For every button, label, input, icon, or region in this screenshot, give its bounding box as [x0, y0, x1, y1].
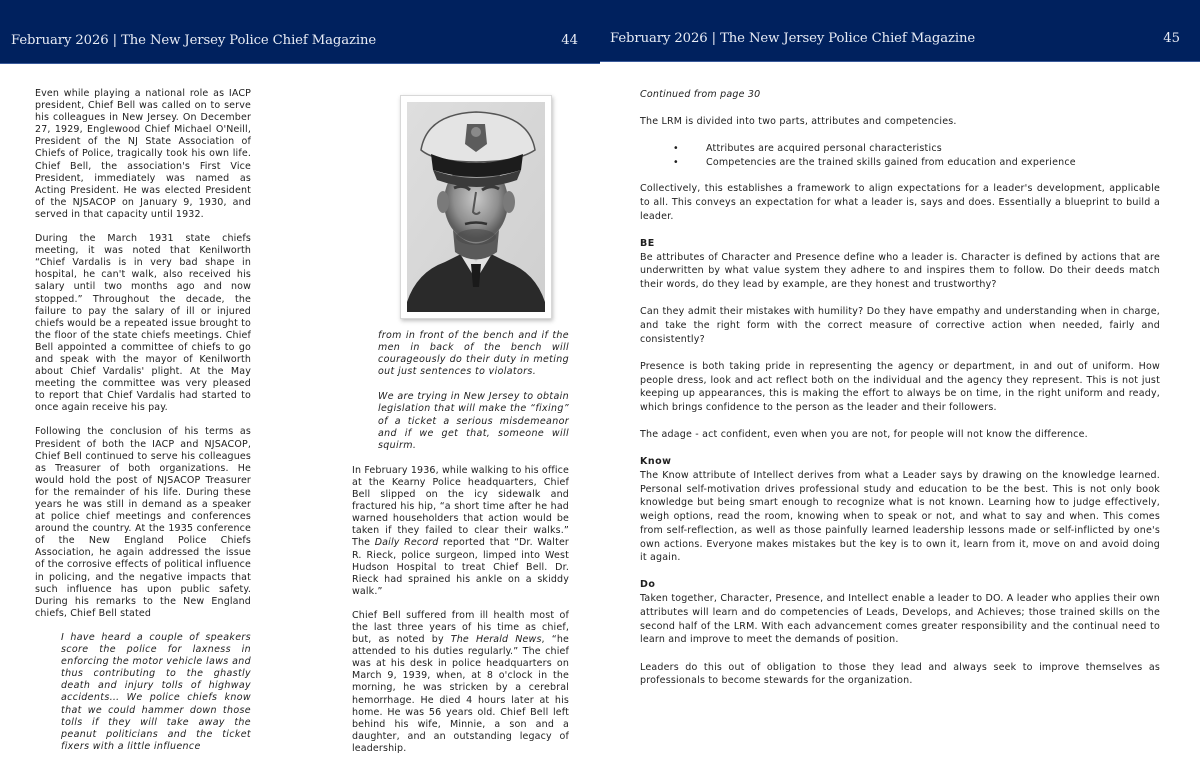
section-be — [640, 237, 1160, 292]
paragraph: The adage - act confident, even when you are not, for people will not know the difference. — [640, 429, 1088, 441]
section-heading: BE — [640, 237, 655, 249]
publication-name: Daily Record — [374, 537, 439, 549]
paragraph-text: reported that “Dr. Walter R. Rieck, police surgeon, limped into West Hudson Hospital to treat Chief Bell. Dr. Rieck had sprained his ankle on a skiddy walk.” — [352, 537, 569, 597]
paragraph: Can they admit their mistakes with humility? Do they have empathy and understanding when in charge, and take the right form with the correct measure of corrective action when needed, fairly and consistently? — [640, 306, 1160, 345]
continued-note: Continued from page 30 — [640, 89, 761, 100]
list-item-text: Attributes are acquired personal characteristics — [706, 142, 942, 154]
chief-bell-photo — [400, 95, 552, 319]
article-column-1 — [35, 88, 251, 765]
intro-paragraph: The LRM is divided into two parts, attributes and competencies. — [640, 115, 957, 127]
header-title: February 2026 | The New Jersey Police Chief Magazine — [11, 33, 377, 48]
page-number: 45 — [1163, 31, 1180, 46]
portrait-image — [407, 102, 545, 312]
paragraph: The Know attribute of Intellect derives from what a Leader says by drawing on the knowledge learned. Personal self-motivation drives professional study and education to be the best. This is not only book knowledge but being smart enough to recognize what is not known. Learning how to judge effectively, weigh options, read the room, knowing when to speak or not, and what to say and when. This comes from self-reflection, as well as those painfully learned leadership lessons made or self-inflicted by one's own actions. Everyone makes mistakes but the key is to own it, learn from it, move on and avoid doing it again. — [640, 470, 1160, 564]
paragraph — [352, 610, 569, 755]
paragraph-text: , “he attended to his duties regularly.” The chief was at his desk in police headquarters on March 9, 1939, when, at 8 o'clock in the morning, he was stricken by a cerebral hemorrhage. He died 4 hours later at his home. He was 56 years old. Chief Bell left behind his wife, Minnie, a son and a daughter, and an outstanding legacy of leadership. — [352, 634, 569, 754]
paragraph: Following the conclusion of his terms as President of both the IACP and NJSACOP, Chief Bell continued to serve his colleagues as Treasurer of both organizations. He would hold the post of NJSACOP Treasurer for the remainder of his life. During these years he was still in demand as a speaker at police chief meetings and conferences around the country. At the 1935 conference of the New England Police Chiefs Association, he again addressed the issue of the corrosive effects of political influence in policing, and the negative impacts that such influence has upon public safety. During his remarks to the New England chiefs, Chief Bell stated — [35, 426, 251, 619]
block-quote-continued: from in front of the bench and if the men in back of the bench will courageously do their duty in meting out just sentences to violators. — [378, 330, 569, 378]
paragraph: Leaders do this out of obligation to those they lead and always seek to improve themselves as professionals to become stewards for the organization. — [640, 661, 1160, 687]
page-header — [0, 0, 600, 64]
list-item — [640, 142, 1160, 156]
page-number: 44 — [561, 33, 578, 48]
paragraph: Taken together, Character, Presence, and Intellect enable a leader to DO. A leader who applies their own attributes will learn and do competencies of Leads, Develops, and Achieves; those trained skills on the second half of the LRM. With each advancement comes greater responsibility and the continual need to learn and improve to meet the demands of position. — [640, 593, 1160, 646]
paragraph — [352, 465, 569, 598]
list-item-text: Competencies are the trained skills gained from education and experience — [706, 156, 1076, 168]
bullet-icon: • — [673, 142, 679, 154]
paragraph: Collectively, this establishes a framework to align expectations for a leader's development, applicable to all. This conveys an expectation for what a leader is, says and does. Essentially a blueprint to build a leader. — [640, 183, 1160, 222]
section-heading: Know — [640, 456, 672, 468]
bullet-icon: • — [673, 156, 679, 168]
block-quote: I have heard a couple of speakers score the police for laxness in enforcing the motor vehicle laws and thus contributing to the ghastly death and injury tolls of highway accidents… We police chiefs know that we could hammer down those tolls if they will take away the peanut politicians and the ticket fixers with a little influence — [61, 631, 251, 752]
publication-name: The Herald News — [450, 634, 542, 646]
paragraph-text: Chief Bell suffered from ill health most of the last three years of his time as chief, but, as noted by — [352, 609, 569, 646]
header-title: February 2026 | The New Jersey Police Chief Magazine — [610, 31, 976, 46]
list-item — [640, 156, 1160, 170]
paragraph: Be attributes of Character and Presence define who a leader is. Character is defined by actions that are underwritten by what value system they adhere to and inspires them to follow. Do their deeds match their words, do they lead by example, are they honest and trustworthy? — [640, 251, 1160, 291]
paragraph-text: In February 1936, while walking to his office at the Kearny Police headquarters, Chief Bell slipped on the icy sidewalk and fractured his hip, “a short time after he had warned householders that action would be taken if they failed to clear their walks.” The — [352, 464, 569, 549]
section-do — [640, 578, 1160, 647]
bullet-list — [640, 142, 1160, 169]
block-quote: We are trying in New Jersey to obtain legislation that will make the “fixing” of a ticket a serious misdemeanor and if we get that, someone will squirm. — [378, 391, 569, 451]
section-know — [640, 455, 1160, 565]
article-column-2 — [352, 330, 569, 767]
paragraph: Presence is both taking pride in representing the agency or department, in and out of uniform. How people dress, look and act reflect both on the individual and the agency they represent. This is not just keeping up appearances, this is making the effort to always be on time, in the right uniform and ready, which brings confidence to the person as the leader and their followers. — [640, 360, 1160, 413]
section-heading: Do — [640, 579, 656, 591]
article-body-right — [640, 88, 1160, 701]
paragraph: During the March 1931 state chiefs meeting, it was noted that Kenilworth “Chief Vardalis is in very bad shape in hospital, he can't walk, also received his salary until two months ago and now stopped.” Throughout the decade, the failure to pay the salary of ill or injured chiefs would be a repeated issue brought to the floor of the state chiefs meetings. Chief Bell appointed a committee of chiefs to go and speak with the mayor of Kenilworth about Chief Vardalis' plight. At the May meeting the committee was very pleased to report that Chief Vardalis had started to once again receive his pay. — [35, 233, 251, 414]
paragraph: Even while playing a national role as IACP president, Chief Bell was called on to serve his colleagues in New Jersey. On December 27, 1929, Englewood Chief Michael O'Neill, President of the NJ State Association of Chiefs of Police, tragically took his own life. Chief Bell, the association's First Vice President, immediately was named as Acting President. He was elected President of the NJSACOP on January 9, 1930, and served in that capacity until 1932. — [35, 88, 251, 220]
page-header — [600, 0, 1200, 62]
